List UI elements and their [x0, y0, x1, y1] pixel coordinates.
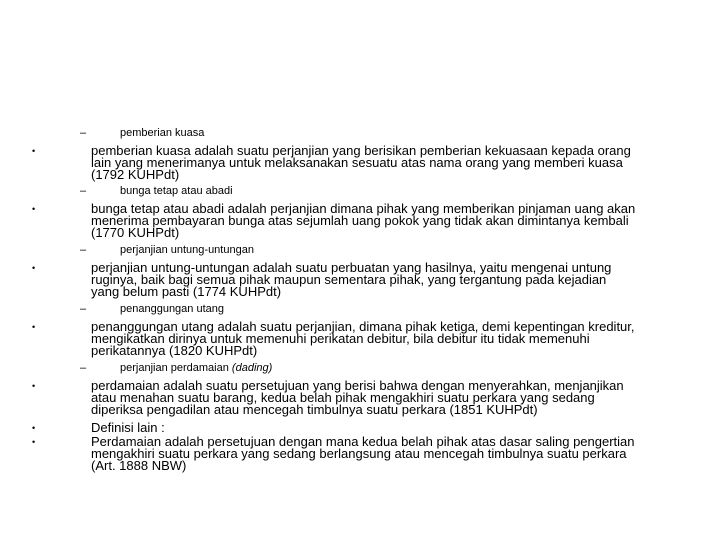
paragraph-line: (Art. 1888 NBW) — [91, 458, 187, 473]
paragraph-line: perjanjian untung-untungan adalah suatu perbuatan yang hasilnya, yaitu mengenai untung — [91, 260, 612, 275]
subheading-penanggungan-utang: penanggungan utang — [120, 303, 224, 315]
paragraph-bunga-tetap — [91, 203, 691, 239]
paragraph-line: perdamaian adalah suatu persetujuan yang berisi bahwa dengan menyerahkan, menjanjikan — [91, 378, 624, 393]
bullet-icon: • — [32, 437, 36, 447]
bullet-icon: • — [32, 322, 36, 332]
paragraph-perdamaian — [91, 380, 691, 416]
paragraph-line: yang belum pasti (1774 KUHPdt) — [91, 284, 282, 299]
paragraph-line: pemberian kuasa adalah suatu perjanjian yang berisikan pemberian kekuasaan kepada orang — [91, 143, 631, 158]
paragraph-line: lain yang menerimanya untuk melaksanakan sesuatu atas nama orang yang memberi kuasa — [91, 155, 623, 170]
subheading-italic: (dading) — [231, 362, 273, 374]
subheading-perdamaian — [120, 362, 272, 375]
subheading-untung-untungan: perjanjian untung-untungan — [120, 244, 254, 256]
sub-dash: – — [80, 303, 87, 315]
paragraph-line: bunga tetap atau abadi adalah perjanjian dimana pihak yang memberikan pinjaman uang akan — [91, 201, 636, 216]
paragraph-perdamaian-alt — [91, 436, 691, 472]
sub-dash: – — [80, 362, 87, 374]
subheading-bunga-tetap: bunga tetap atau abadi — [120, 185, 233, 197]
paragraph-line: atau menahan suatu barang, kedua belah pihak mengakhiri suatu perkara yang sedang — [91, 390, 595, 405]
sub-dash: – — [80, 185, 87, 197]
paragraph-penanggungan-utang — [91, 321, 691, 357]
paragraph-pemberian-kuasa — [91, 145, 691, 181]
paragraph-line: perikatannya (1820 KUHPdt) — [91, 343, 258, 358]
paragraph-line: mengikatkan dirinya untuk memenuhi perikatan debitur, bila debitur itu tidak memenuhi — [91, 331, 590, 346]
bullet-icon: • — [32, 263, 36, 273]
bullet-icon: • — [32, 146, 36, 156]
paragraph-line: menerima pembayaran bunga atas sejumlah uang pokok yang tidak akan dimintanya kembali — [91, 213, 629, 228]
paragraph-line: penanggungan utang adalah suatu perjanjian, dimana pihak ketiga, demi kepentingan kreditur, — [91, 319, 635, 334]
bullet-icon: • — [32, 204, 36, 214]
paragraph-line: mengakhiri suatu perkara yang sedang berlangsung atau mencegah timbulnya suatu perkara — [91, 446, 627, 461]
bullet-icon: • — [32, 381, 36, 391]
paragraph-line: Definisi lain : — [91, 420, 165, 435]
paragraph-untung-untungan — [91, 262, 691, 298]
bullet-icon: • — [32, 423, 36, 433]
paragraph-line: diperiksa pengadilan atau mencegah timbulnya suatu perkara (1851 KUHPdt) — [91, 402, 538, 417]
paragraph-line: ruginya, baik bagi semua pihak maupun sementara pihak, yang tergantung pada kejadian — [91, 272, 607, 287]
sub-dash: – — [80, 127, 87, 139]
paragraph-line: (1792 KUHPdt) — [91, 167, 180, 182]
subheading-text: perjanjian perdamaian — [120, 362, 229, 374]
sub-dash: – — [80, 244, 87, 256]
subheading-pemberian-kuasa: pemberian kuasa — [120, 127, 205, 139]
paragraph-line: (1770 KUHPdt) — [91, 225, 180, 240]
paragraph-definisi-lain — [91, 422, 691, 434]
paragraph-line: Perdamaian adalah persetujuan dengan mana kedua belah pihak atas dasar saling pengertian — [91, 434, 635, 449]
